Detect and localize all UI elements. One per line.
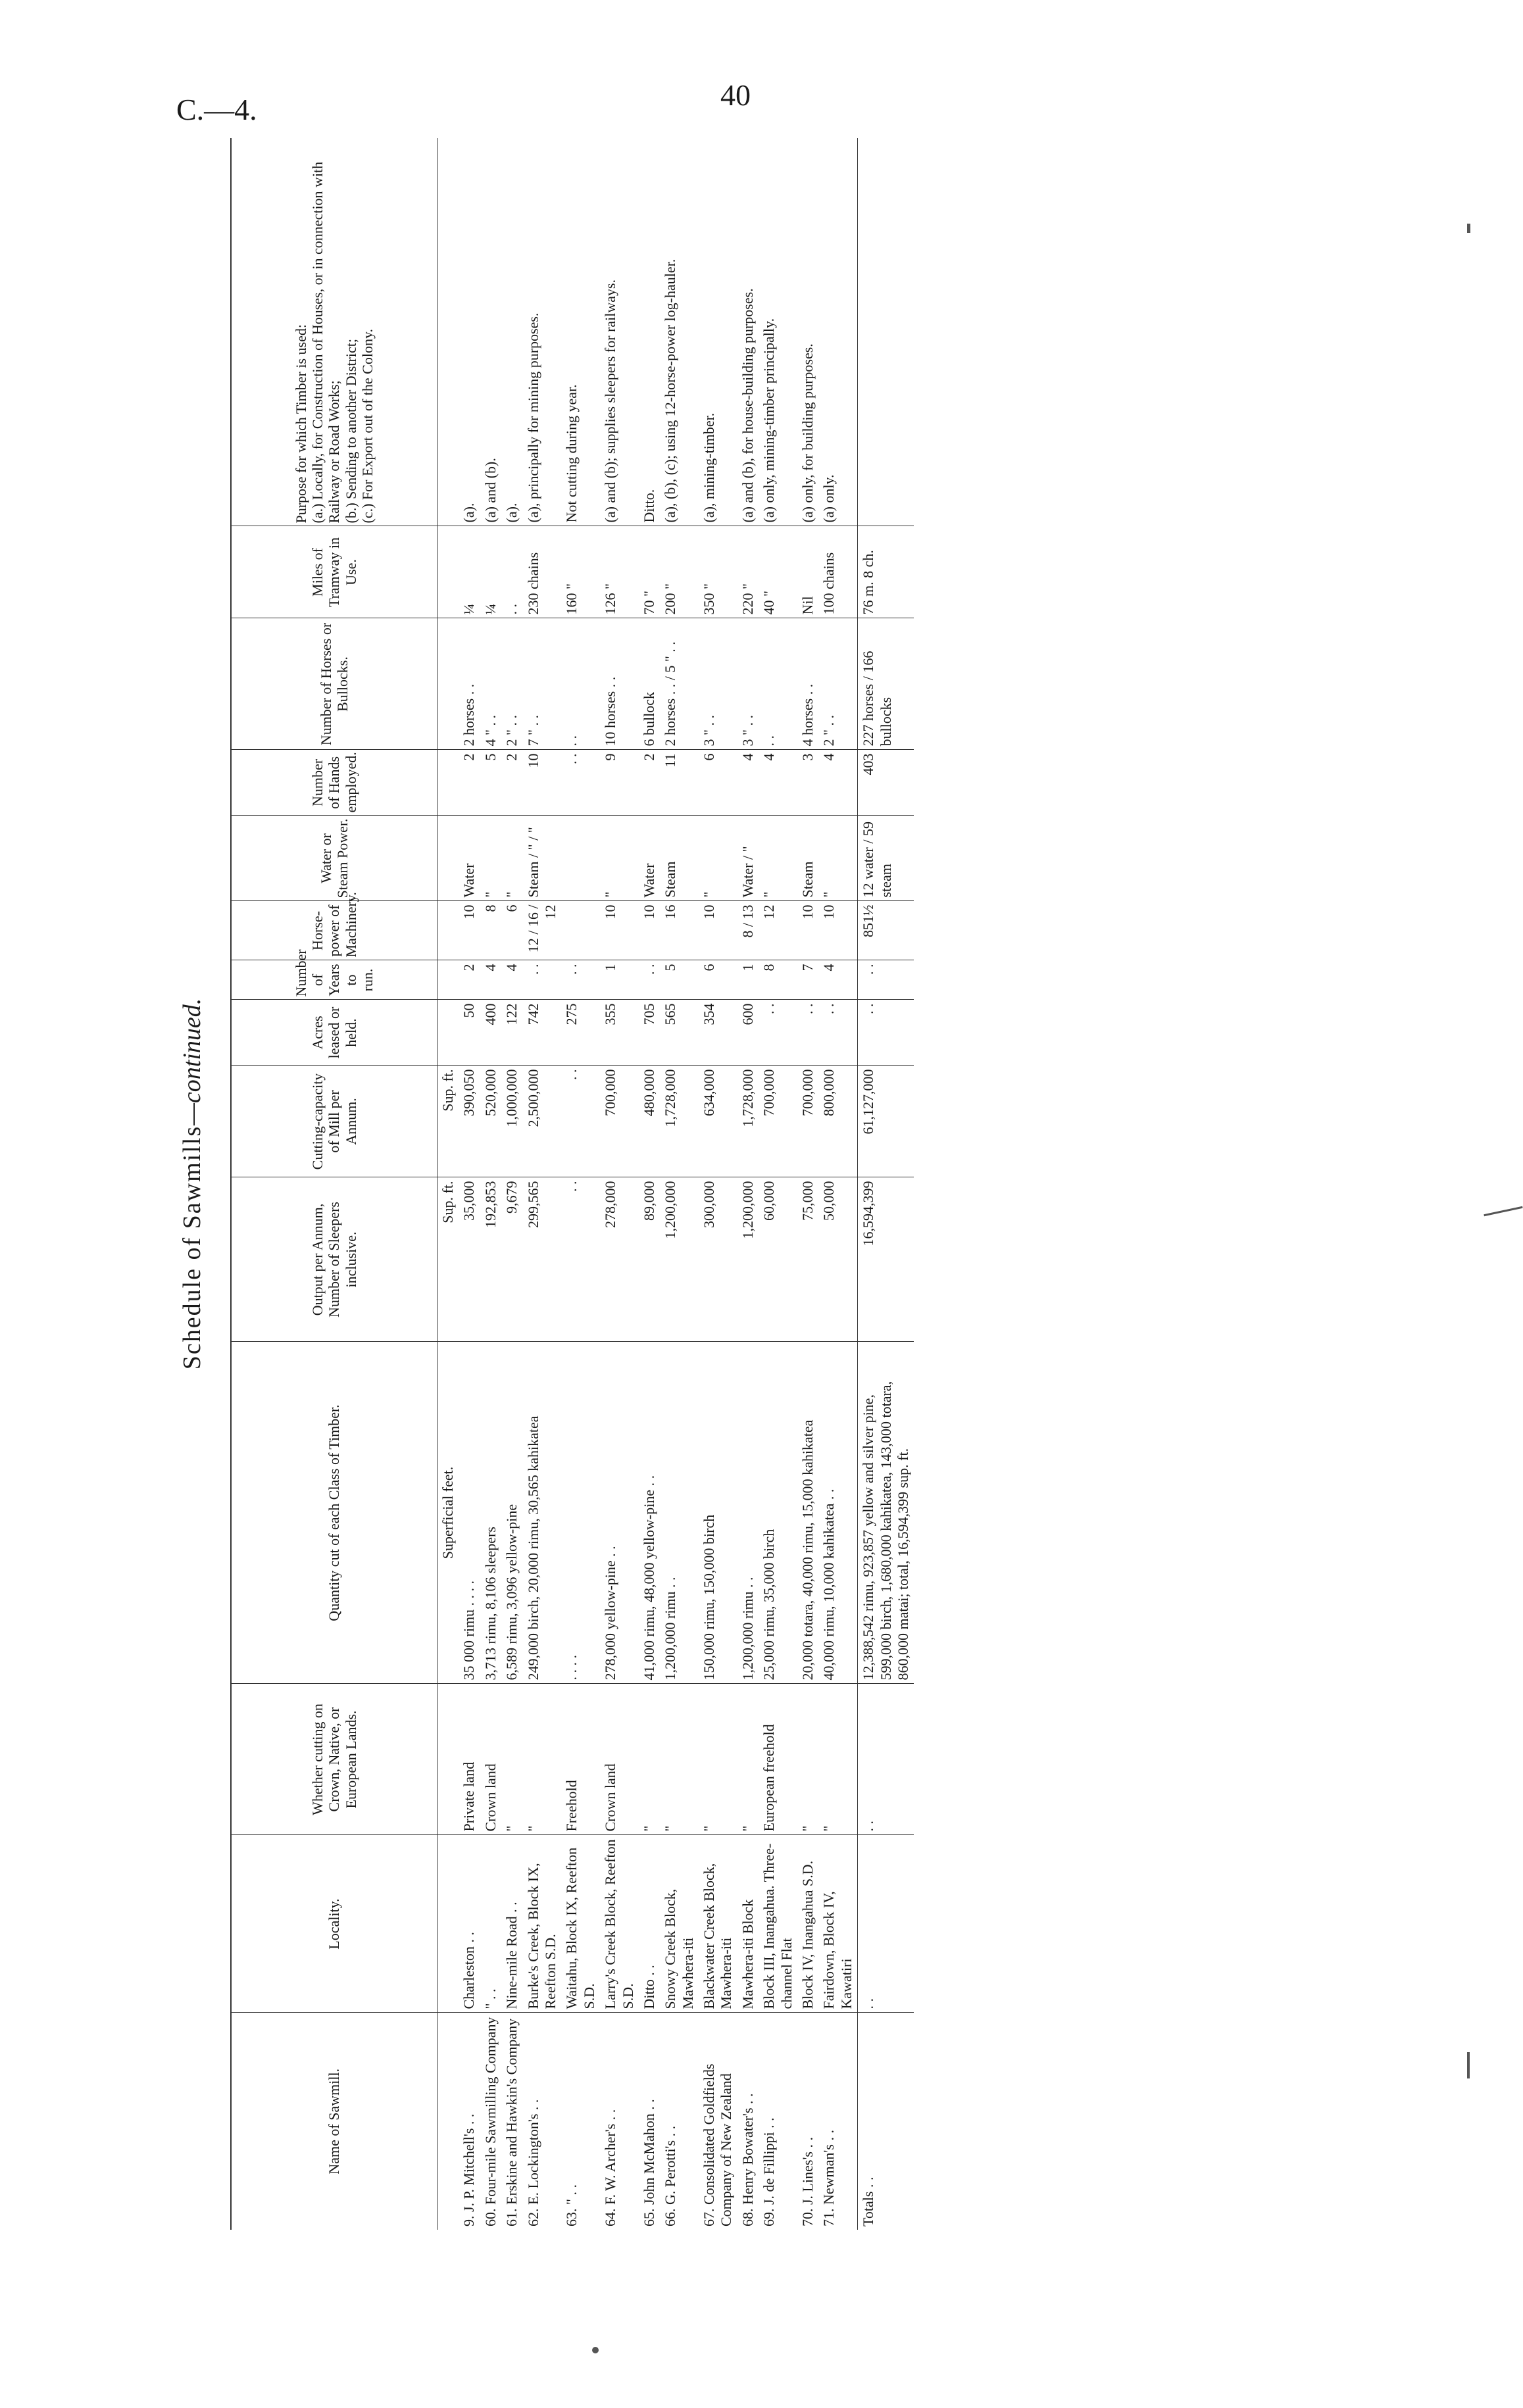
table-row bbox=[480, 138, 501, 2230]
margin-mark bbox=[1467, 224, 1470, 233]
cell-purpose: Not cutting during year. bbox=[563, 384, 580, 523]
cell-output: 192,853 bbox=[480, 1177, 501, 1342]
table-row bbox=[759, 138, 797, 2230]
cell-hands: 10 bbox=[523, 750, 562, 816]
cell-hp: 10 bbox=[639, 901, 660, 960]
cell-locality: Waitahu, Block IX, Reefton S.D. bbox=[561, 1835, 600, 2013]
cell-acres: . . bbox=[797, 1000, 818, 1066]
cell-horses: 7 " . . bbox=[523, 618, 562, 750]
cell-capacity: 1,728,000 bbox=[660, 1066, 699, 1177]
cell-locality: Mawhera-iti Block bbox=[737, 1835, 759, 2013]
cell-years: 7 bbox=[797, 960, 818, 1000]
header-output: Output per Annum, Number of Sleepers inclusive. bbox=[231, 1177, 437, 1342]
cell-tramway: 100 chains bbox=[818, 526, 857, 618]
cell-hands: 2 bbox=[501, 750, 522, 816]
cell-name: 70. J. Lines's . . bbox=[797, 2013, 818, 2230]
cell-tenure: Freehold bbox=[561, 1684, 600, 1835]
cell-locality: Charleston . . bbox=[459, 1835, 480, 2013]
cell-name: 62. E. Lockington's . . bbox=[523, 2013, 562, 2230]
cell-tenure: Crown land bbox=[480, 1684, 501, 1835]
cell-capacity: . . bbox=[561, 1066, 600, 1177]
cell-hp: 851½ bbox=[858, 901, 914, 960]
cell-capacity: 2,500,000 bbox=[523, 1066, 562, 1177]
cell-output: 35,000 bbox=[459, 1177, 480, 1342]
cell-purpose bbox=[858, 138, 914, 526]
schedule-subtitle: —continued. bbox=[178, 998, 206, 1125]
header-tramway: Miles of Tramway in Use. bbox=[231, 526, 437, 618]
cell-name: 67. Consolidated Goldfields Company of New Zealand bbox=[699, 2013, 737, 2230]
cell-name: 69. J. de Fillippi . . bbox=[759, 2013, 797, 2230]
cell-tenure: " bbox=[523, 1684, 562, 1835]
cell-tramway: 160 " bbox=[561, 526, 600, 618]
cell-hands: 4 bbox=[759, 750, 797, 816]
table-row bbox=[600, 138, 639, 2230]
cell-hp: 16 bbox=[660, 901, 699, 960]
cell-purpose: (a) only, mining-timber principally. bbox=[761, 318, 778, 523]
schedule-title-text: Schedule of Sawmills bbox=[178, 1125, 206, 1370]
cell-power: " bbox=[759, 816, 797, 901]
cell-tramway: ¼ bbox=[480, 526, 501, 618]
units-capacity: Sup. ft. bbox=[437, 1066, 459, 1177]
units-row bbox=[437, 138, 459, 2230]
cell-acres: . . bbox=[818, 1000, 857, 1066]
cell-capacity: 520,000 bbox=[480, 1066, 501, 1177]
cell-quantity: 41,000 rimu, 48,000 yellow-pine . . bbox=[639, 1342, 660, 1684]
cell-quantity: 25,000 rimu, 35,000 birch bbox=[759, 1342, 797, 1684]
cell-acres: 122 bbox=[501, 1000, 522, 1066]
cell-power bbox=[561, 816, 600, 901]
cell-capacity: 800,000 bbox=[818, 1066, 857, 1177]
cell-output: 50,000 bbox=[818, 1177, 857, 1342]
cell-horses: 2 horses . . / 5 " . . bbox=[660, 618, 699, 750]
cell-years: 8 bbox=[759, 960, 797, 1000]
cell-horses: 227 horses / 166 bullocks bbox=[858, 618, 914, 750]
cell-quantity: 12,388,542 rimu, 923,857 yellow and silver pine, 599,000 birch, 1,680,000 kahikatea, 143,000 totara, 860,000 matai; total, 16,594,399 sup. ft. bbox=[858, 1342, 914, 1684]
cell-hp bbox=[561, 901, 600, 960]
cell-power: " bbox=[818, 816, 857, 901]
cell-power: " bbox=[699, 816, 737, 901]
cell-acres: 742 bbox=[523, 1000, 562, 1066]
sawmill-schedule-table bbox=[230, 138, 914, 2230]
cell-output: 60,000 bbox=[759, 1177, 797, 1342]
cell-hands: 9 bbox=[600, 750, 639, 816]
page-number: 40 bbox=[720, 78, 751, 112]
cell-hp: 12 / 16 / 12 bbox=[523, 901, 562, 960]
schedule-title bbox=[178, 138, 207, 2230]
cell-years: 1 bbox=[737, 960, 759, 1000]
cell-quantity: 3,713 rimu, 8,106 sleepers bbox=[480, 1342, 501, 1684]
cell-output: . . bbox=[561, 1177, 600, 1342]
cell-tenure: " bbox=[660, 1684, 699, 1835]
cell-hands: 2 bbox=[639, 750, 660, 816]
cell-locality: Block IV, Inangahua S.D. bbox=[797, 1835, 818, 2013]
cell-power: Steam / " / " bbox=[523, 816, 562, 901]
cell-name: 9. J. P. Mitchell's . . bbox=[459, 2013, 480, 2230]
cell-tramway: Nil bbox=[797, 526, 818, 618]
cell-capacity: 390,050 bbox=[459, 1066, 480, 1177]
cell-acres: 705 bbox=[639, 1000, 660, 1066]
cell-hands: 4 bbox=[818, 750, 857, 816]
header-quantity: Quantity cut of each Class of Timber. bbox=[231, 1342, 437, 1684]
cell-power: " bbox=[501, 816, 522, 901]
cell-horses: 2 " . . bbox=[818, 618, 857, 750]
cell-tenure: Crown land bbox=[600, 1684, 639, 1835]
cell-tenure: " bbox=[639, 1684, 660, 1835]
cell-tramway: 76 m. 8 ch. bbox=[858, 526, 914, 618]
cell-hands: 5 bbox=[480, 750, 501, 816]
header-power: Water or Steam Power. bbox=[231, 816, 437, 901]
cell-years: 4 bbox=[818, 960, 857, 1000]
units-quantity: Superficial feet. bbox=[437, 1342, 459, 1684]
cell-tramway: . . bbox=[501, 526, 522, 618]
cell-capacity: 1,000,000 bbox=[501, 1066, 522, 1177]
cell-tramway: 350 " bbox=[699, 526, 737, 618]
cell-years: . . bbox=[561, 960, 600, 1000]
cell-quantity: 278,000 yellow-pine . . bbox=[600, 1342, 639, 1684]
cell-output: 9,679 bbox=[501, 1177, 522, 1342]
header-hp: Horse-power of Machinery. bbox=[231, 901, 437, 960]
header-row bbox=[231, 138, 437, 2230]
cell-quantity: 1,200,000 rimu . . bbox=[660, 1342, 699, 1684]
margin-mark bbox=[1467, 2052, 1470, 2078]
cell-hands: 4 bbox=[737, 750, 759, 816]
cell-hp: 10 bbox=[818, 901, 857, 960]
cell-power: Steam bbox=[797, 816, 818, 901]
cell-capacity: 480,000 bbox=[639, 1066, 660, 1177]
cell-name: 66. G. Perotti's . . bbox=[660, 2013, 699, 2230]
cell-locality: Blackwater Creek Block, Mawhera-iti bbox=[699, 1835, 737, 2013]
cell-locality: Snowy Creek Block, Mawhera-iti bbox=[660, 1835, 699, 2013]
table-row bbox=[523, 138, 562, 2230]
totals-row bbox=[858, 138, 914, 2230]
cell-power: 12 water / 59 steam bbox=[858, 816, 914, 901]
cell-years: . . bbox=[858, 960, 914, 1000]
cell-quantity: 35 000 rimu . . . . bbox=[459, 1342, 480, 1684]
cell-output: 299,565 bbox=[523, 1177, 562, 1342]
cell-capacity: 700,000 bbox=[759, 1066, 797, 1177]
table-row bbox=[561, 138, 600, 2230]
cell-years: 4 bbox=[501, 960, 522, 1000]
cell-name: 60. Four-mile Sawmilling Company bbox=[480, 2013, 501, 2230]
cell-hp: 8 / 13 bbox=[737, 901, 759, 960]
cell-capacity: 700,000 bbox=[600, 1066, 639, 1177]
cell-capacity: 1,728,000 bbox=[737, 1066, 759, 1177]
cell-horses: . . bbox=[759, 618, 797, 750]
cell-tenure: " bbox=[699, 1684, 737, 1835]
cell-output: 75,000 bbox=[797, 1177, 818, 1342]
cell-output: 300,000 bbox=[699, 1177, 737, 1342]
cell-tramway: 230 chains bbox=[523, 526, 562, 618]
table-row bbox=[639, 138, 660, 2230]
cell-locality: Larry's Creek Block, Reefton S.D. bbox=[600, 1835, 639, 2013]
units-output: Sup. ft. bbox=[437, 1177, 459, 1342]
margin-mark bbox=[1484, 1206, 1522, 1216]
cell-tenure: Private land bbox=[459, 1684, 480, 1835]
cell-tramway: 126 " bbox=[600, 526, 639, 618]
cell-years: 5 bbox=[660, 960, 699, 1000]
cell-acres: . . bbox=[858, 1000, 914, 1066]
cell-purpose: (a), principally for mining purposes. bbox=[524, 312, 541, 523]
cell-hp: 8 bbox=[480, 901, 501, 960]
cell-hands: 2 bbox=[459, 750, 480, 816]
cell-years: 1 bbox=[600, 960, 639, 1000]
cell-locality: Fairdown, Block IV, Kawatiri bbox=[818, 1835, 857, 2013]
cell-quantity: 150,000 rimu, 150,000 birch bbox=[699, 1342, 737, 1684]
cell-hands: 3 bbox=[797, 750, 818, 816]
cell-output: 89,000 bbox=[639, 1177, 660, 1342]
cell-years: . . bbox=[639, 960, 660, 1000]
table-row bbox=[660, 138, 699, 2230]
cell-locality: Ditto . . bbox=[639, 1835, 660, 2013]
cell-output: 278,000 bbox=[600, 1177, 639, 1342]
cell-power: " bbox=[480, 816, 501, 901]
cell-hp: 10 bbox=[600, 901, 639, 960]
cell-hands: 11 bbox=[660, 750, 699, 816]
cell-tenure: " bbox=[797, 1684, 818, 1835]
cell-hands: 403 bbox=[858, 750, 914, 816]
cell-purpose: Ditto. bbox=[640, 489, 657, 523]
cell-purpose: (a) and (b), for house-building purposes. bbox=[739, 288, 756, 523]
cell-quantity: 1,200,000 rimu . . bbox=[737, 1342, 759, 1684]
cell-power: Water bbox=[459, 816, 480, 901]
cell-name: 65. John McMahon . . bbox=[639, 2013, 660, 2230]
cell-locality: Burke's Creek, Block IX, Reefton S.D. bbox=[523, 1835, 562, 2013]
cell-capacity: 61,127,000 bbox=[858, 1066, 914, 1177]
cell-tenure: . . bbox=[858, 1684, 914, 1835]
table-row bbox=[797, 138, 818, 2230]
cell-acres: 600 bbox=[737, 1000, 759, 1066]
cell-purpose: (a), mining-timber. bbox=[701, 412, 718, 523]
cell-power: " bbox=[600, 816, 639, 901]
cell-quantity: 6,589 rimu, 3,096 yellow-pine bbox=[501, 1342, 522, 1684]
table-row bbox=[699, 138, 737, 2230]
page-header-reference: C.—4. bbox=[176, 93, 257, 126]
table-row bbox=[501, 138, 522, 2230]
cell-locality: . . bbox=[858, 1835, 914, 2013]
cell-capacity: 634,000 bbox=[699, 1066, 737, 1177]
cell-years: 6 bbox=[699, 960, 737, 1000]
cell-purpose: (a) only. bbox=[820, 474, 837, 523]
cell-acres: . . bbox=[759, 1000, 797, 1066]
cell-purpose: (a) and (b). bbox=[482, 458, 499, 523]
cell-purpose: (a) and (b); supplies sleepers for railways. bbox=[602, 279, 619, 523]
cell-horses: 10 horses . . bbox=[600, 618, 639, 750]
cell-output: 1,200,000 bbox=[737, 1177, 759, 1342]
cell-locality: " . . bbox=[480, 1835, 501, 2013]
header-horses: Number of Horses or Bullocks. bbox=[231, 618, 437, 750]
cell-tramway: 220 " bbox=[737, 526, 759, 618]
cell-quantity: . . . . bbox=[561, 1342, 600, 1684]
cell-tenure: " bbox=[501, 1684, 522, 1835]
cell-quantity: 40,000 rimu, 10,000 kahikatea . . bbox=[818, 1342, 857, 1684]
cell-horses: 3 " . . bbox=[737, 618, 759, 750]
rotated-schedule bbox=[171, 138, 1118, 2230]
cell-purpose: (a). bbox=[503, 503, 520, 523]
cell-tenure: European freehold bbox=[759, 1684, 797, 1835]
cell-acres: 565 bbox=[660, 1000, 699, 1066]
cell-hands: . . bbox=[561, 750, 600, 816]
table-row bbox=[737, 138, 759, 2230]
cell-years: 4 bbox=[480, 960, 501, 1000]
cell-output: 16,594,399 bbox=[858, 1177, 914, 1342]
cell-name: 64. F. W. Archer's . . bbox=[600, 2013, 639, 2230]
cell-purpose: (a), (b), (c); using 12-horse-power log-hauler. bbox=[662, 258, 679, 523]
cell-horses: 2 horses . . bbox=[459, 618, 480, 750]
cell-tramway: 70 " bbox=[639, 526, 660, 618]
header-acres: Acres leased or held. bbox=[231, 1000, 437, 1066]
cell-tramway: 200 " bbox=[660, 526, 699, 618]
cell-acres: 354 bbox=[699, 1000, 737, 1066]
cell-name: 61. Erskine and Hawkin's Company bbox=[501, 2013, 522, 2230]
header-purpose: Purpose for which Timber is used: (a.) Locally, for Construction of Houses, or in connection with Railway or Road Works; (b.) Sending to another District; (c.) For Export out of the Colony. bbox=[231, 138, 437, 526]
cell-quantity: 249,000 birch, 20,000 rimu, 30,565 kahikatea bbox=[523, 1342, 562, 1684]
cell-acres: 50 bbox=[459, 1000, 480, 1066]
cell-years: 2 bbox=[459, 960, 480, 1000]
cell-name: 63. " . . bbox=[561, 2013, 600, 2230]
cell-locality: Block III, Inangahua. Three-channel Flat bbox=[759, 1835, 797, 2013]
cell-horses: . . bbox=[561, 618, 600, 750]
cell-horses: 4 horses . . bbox=[797, 618, 818, 750]
cell-tramway: ¼ bbox=[459, 526, 480, 618]
header-tenure: Whether cutting on Crown, Native, or European Lands. bbox=[231, 1684, 437, 1835]
header-years: Number of Years to run. bbox=[231, 960, 437, 1000]
header-capacity: Cutting-capacity of Mill per Annum. bbox=[231, 1066, 437, 1177]
cell-purpose: (a). bbox=[461, 503, 478, 523]
cell-tenure: " bbox=[737, 1684, 759, 1835]
cell-years: . . bbox=[523, 960, 562, 1000]
cell-hp: 10 bbox=[459, 901, 480, 960]
header-hands: Number of Hands employed. bbox=[231, 750, 437, 816]
cell-hp: 10 bbox=[699, 901, 737, 960]
cell-power: Steam bbox=[660, 816, 699, 901]
cell-horses: 2 " . . bbox=[501, 618, 522, 750]
cell-horses: 4 " . . bbox=[480, 618, 501, 750]
margin-mark bbox=[592, 2347, 599, 2353]
cell-hp: 10 bbox=[797, 901, 818, 960]
cell-tenure: " bbox=[818, 1684, 857, 1835]
cell-horses: 6 bullock bbox=[639, 618, 660, 750]
cell-horses: 3 " . . bbox=[699, 618, 737, 750]
cell-purpose: (a) only, for building purposes. bbox=[799, 343, 816, 523]
header-name: Name of Sawmill. bbox=[231, 2013, 437, 2230]
cell-hands: 6 bbox=[699, 750, 737, 816]
cell-locality: Nine-mile Road . . bbox=[501, 1835, 522, 2013]
cell-name: Totals . . bbox=[858, 2013, 914, 2230]
cell-power: Water / " bbox=[737, 816, 759, 901]
cell-quantity: 20,000 totara, 40,000 rimu, 15,000 kahikatea bbox=[797, 1342, 818, 1684]
cell-hp: 12 bbox=[759, 901, 797, 960]
cell-capacity: 700,000 bbox=[797, 1066, 818, 1177]
cell-acres: 400 bbox=[480, 1000, 501, 1066]
table-row bbox=[459, 138, 480, 2230]
cell-tramway: 40 " bbox=[759, 526, 797, 618]
cell-output: 1,200,000 bbox=[660, 1177, 699, 1342]
cell-hp: 6 bbox=[501, 901, 522, 960]
cell-name: 68. Henry Bowater's . . bbox=[737, 2013, 759, 2230]
cell-name: 71. Newman's . . bbox=[818, 2013, 857, 2230]
cell-acres: 355 bbox=[600, 1000, 639, 1066]
table-row bbox=[818, 138, 857, 2230]
cell-power: Water bbox=[639, 816, 660, 901]
cell-acres: 275 bbox=[561, 1000, 600, 1066]
header-locality: Locality. bbox=[231, 1835, 437, 2013]
